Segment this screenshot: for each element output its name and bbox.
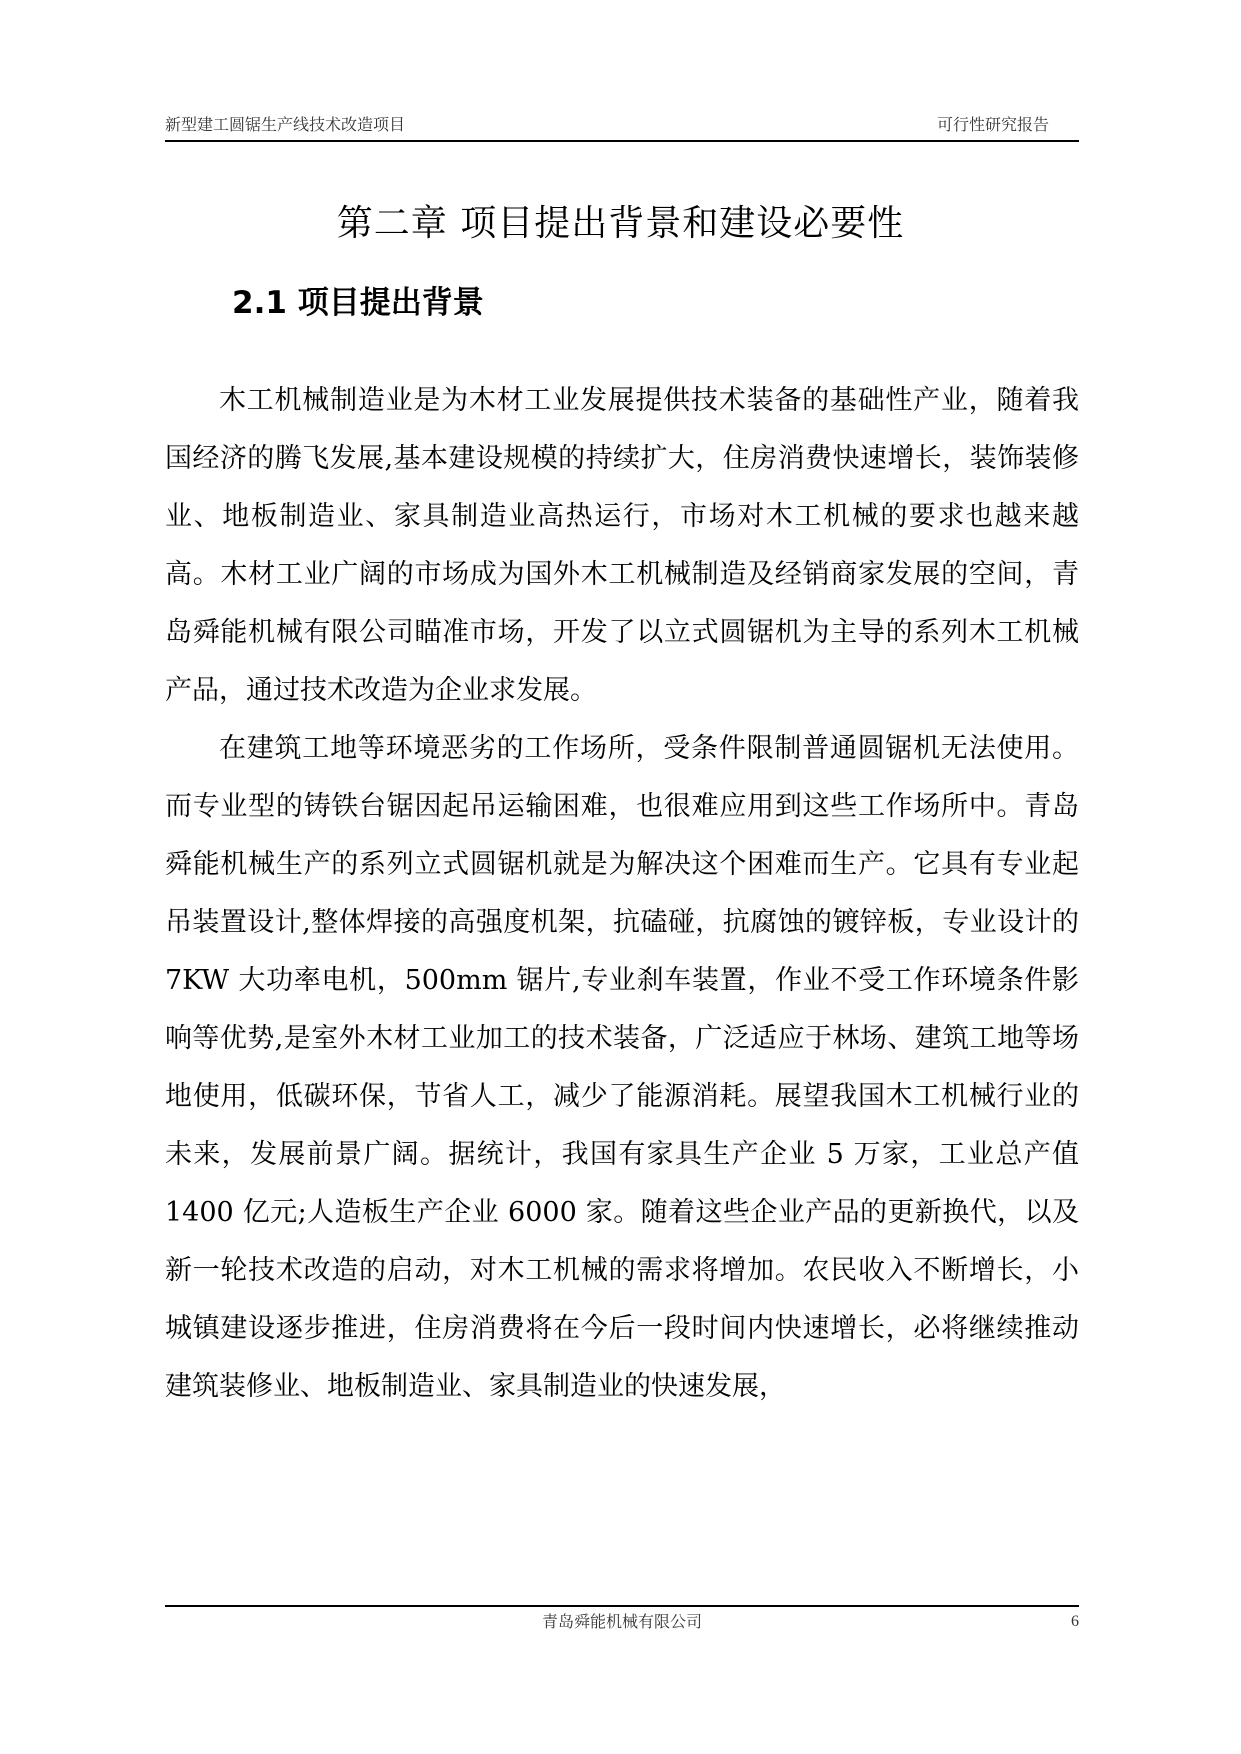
chapter-title: 第二章 项目提出背景和建设必要性 [336,203,905,244]
page-header [165,112,1079,142]
header-report-type: 可行性研究报告 [936,115,1049,134]
body-text [165,372,1079,1416]
header-project-title: 新型建工圆锯生产线技术改造项目 [165,115,406,134]
page-number: 6 [1071,1613,1079,1630]
paragraph-1: 木工机械制造业是为木材工业发展提供技术装备的基础性产业，随着我国经济的腾飞发展,基本建设规模的持续扩大，住房消费快速增长，装饰装修业、地板制造业、家具制造业高热运行，市场对木工机械的要求也越来越高。木材工业广阔的市场成为国外木工机械制造及经销商家发展的空间，青岛舜能机械有限公司瞄准市场，开发了以立式圆锯机为主导的系列木工机械产品，通过技术改造为企业求发展。 [165,385,1079,706]
paragraph-2: 在建筑工地等环境恶劣的工作场所，受条件限制普通圆锯机无法使用。而专业型的铸铁台锯因起吊运输困难，也很难应用到这些工作场所中。青岛舜能机械生产的系列立式圆锯机就是为解决这个困难而生产。它具有专业起吊装置设计,整体焊接的高强度机架，抗磕碰，抗腐蚀的镀锌板，专业设计的 7KW 大功率电机，500mm 锯片,专业刹车装置，作业不受工作环境条件影响等优势,是室外木材工业加工的技术装备，广泛适应于林场、建筑工地等场地使用，低碳环保，节省人工，减少了能源消耗。展望我国木工机械行业的未来，发展前景广阔。据统计，我国有家具生产企业 5 万家，工业总产值 1400 亿元;人造板生产企业 6000 家。随着这些企业产品的更新换代，以及新一轮技术改造的启动，对木工机械的需求将增加。农民收入不断增长，小城镇建设逐步推进，住房消费将在今后一段时间内快速增长，必将继续推动建筑装修业、地板制造业、家具制造业的快速发展， [165,733,1079,1402]
footer-company: 青岛舜能机械有限公司 [541,1612,702,1631]
section-title: 2.1 项目提出背景 [232,285,484,321]
page-footer [165,1605,1079,1637]
